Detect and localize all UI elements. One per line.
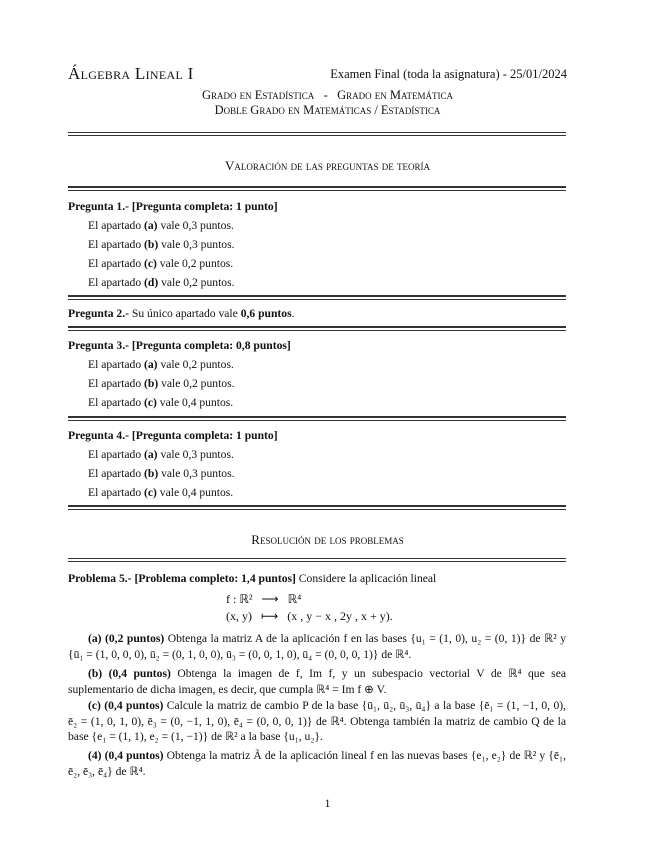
- exam-info: Examen Final (toda la asignatura) - 25/01/2024: [330, 67, 567, 81]
- question-3-total: [Pregunta completa: 0,8 puntos]: [131, 339, 291, 352]
- question-3-item: El apartado (a) vale 0,2 puntos.: [88, 358, 234, 371]
- problem-5-intro: Considere la aplicación lineal: [295, 572, 437, 585]
- question-4-item: El apartado (c) vale 0,4 puntos.: [88, 486, 234, 499]
- question-2: Pregunta 2.- Su único apartado vale 0,6 puntos.: [68, 307, 295, 320]
- problem-5-header: [68, 572, 436, 585]
- question-4-item: El apartado (b) vale 0,3 puntos.: [88, 467, 235, 480]
- question-1-item: El apartado (c) vale 0,2 puntos.: [88, 257, 234, 270]
- question-3-item: El apartado (c) vale 0,4 puntos.: [88, 396, 234, 409]
- question-4-header: [68, 429, 278, 442]
- question-3-header: [68, 339, 291, 352]
- question-3-item: El apartado (b) vale 0,2 puntos.: [88, 377, 235, 390]
- divider: [68, 132, 566, 136]
- question-4-item: El apartado (a) vale 0,3 puntos.: [88, 448, 234, 461]
- problem-5-total: [Problema completo: 1,4 puntos]: [134, 572, 296, 585]
- question-1-header: [68, 200, 278, 213]
- question-1-item: El apartado (b) vale 0,3 puntos.: [88, 238, 235, 251]
- divider: [68, 326, 566, 331]
- problem-5-part-c: (c) (0,4 puntos) Calcule la matriz de cambio P de la base {ū₁, ū₂, ū₃, ū₄} a la base {ē₁ = (1, −1, 0, 0), ē₂ = (1, 0, 1, 0), ē₃ = (0, −1, 1, 0), ē₄ = (0, 0, 0, 1)} de ℝ⁴. Obtenga también la matriz de cambio Q de la base {e₁ = (1, 1), e₂ = (1, −1)} de ℝ² a la base {u₁, u₂}.: [68, 699, 566, 743]
- divider: [68, 416, 566, 421]
- problem-5-part-b: (b) (0,4 puntos) Obtenga la imagen de f, Im f, y un subespacio vectorial V de ℝ⁴ que sea suplementario de dicha imagen, es decir, que cumpla ℝ⁴ = Im f ⊕ V.: [68, 667, 566, 696]
- question-1-item: El apartado (d) vale 0,2 puntos.: [88, 276, 235, 289]
- question-4-label: Pregunta 4.-: [68, 429, 129, 442]
- degrees-line-2: Doble Grado en Matemáticas / Estadística: [214, 103, 441, 117]
- question-3-label: Pregunta 3.-: [68, 339, 129, 352]
- course-title: Álgebra Lineal I: [68, 64, 194, 83]
- problem-5-part-a: (a) (0,2 puntos) Obtenga la matriz A de la aplicación f en las bases {u₁ = (1, 0), u₂ = (0, 1)} de ℝ² y {ū₁ = (1, 0, 0, 0), ū₂ = (0, 1, 0, 0), ū₃ = (0, 0, 1, 0), ū₄ = (0, 0, 0, 1)} de ℝ⁴.: [68, 632, 566, 661]
- question-1-item: El apartado (a) vale 0,3 puntos.: [88, 219, 234, 232]
- map-definition-line-1: f : ℝ² ⟶ ℝ⁴: [226, 592, 302, 606]
- question-4-total: [Pregunta completa: 1 punto]: [131, 429, 278, 442]
- theory-heading: Valoración de las preguntas de teoría: [225, 158, 430, 173]
- question-1-total: [Pregunta completa: 1 punto]: [131, 200, 278, 213]
- divider: [68, 505, 566, 510]
- question-2-label: Pregunta 2.-: [68, 307, 129, 320]
- divider: [68, 295, 566, 300]
- problem-5-label: Problema 5.-: [68, 572, 132, 585]
- problem-5-part-d: (4) (0,4 puntos) Obtenga la matriz Ã de la aplicación lineal f en las nuevas bases {e₁, e₂} de ℝ² y {ē₁, ē₂, ē₃, ē₄} de ℝ⁴.: [68, 749, 566, 778]
- map-definition-line-2: (x, y) ⟼ (x , y − x , 2y , x + y).: [226, 609, 393, 623]
- divider: [68, 558, 566, 562]
- degrees-line-1: Grado en Estadística - Grado en Matemática: [202, 88, 453, 102]
- question-1-label: Pregunta 1.-: [68, 200, 129, 213]
- divider: [68, 186, 566, 191]
- problems-heading: Resolución de los problemas: [251, 532, 404, 547]
- page-number: 1: [324, 796, 331, 810]
